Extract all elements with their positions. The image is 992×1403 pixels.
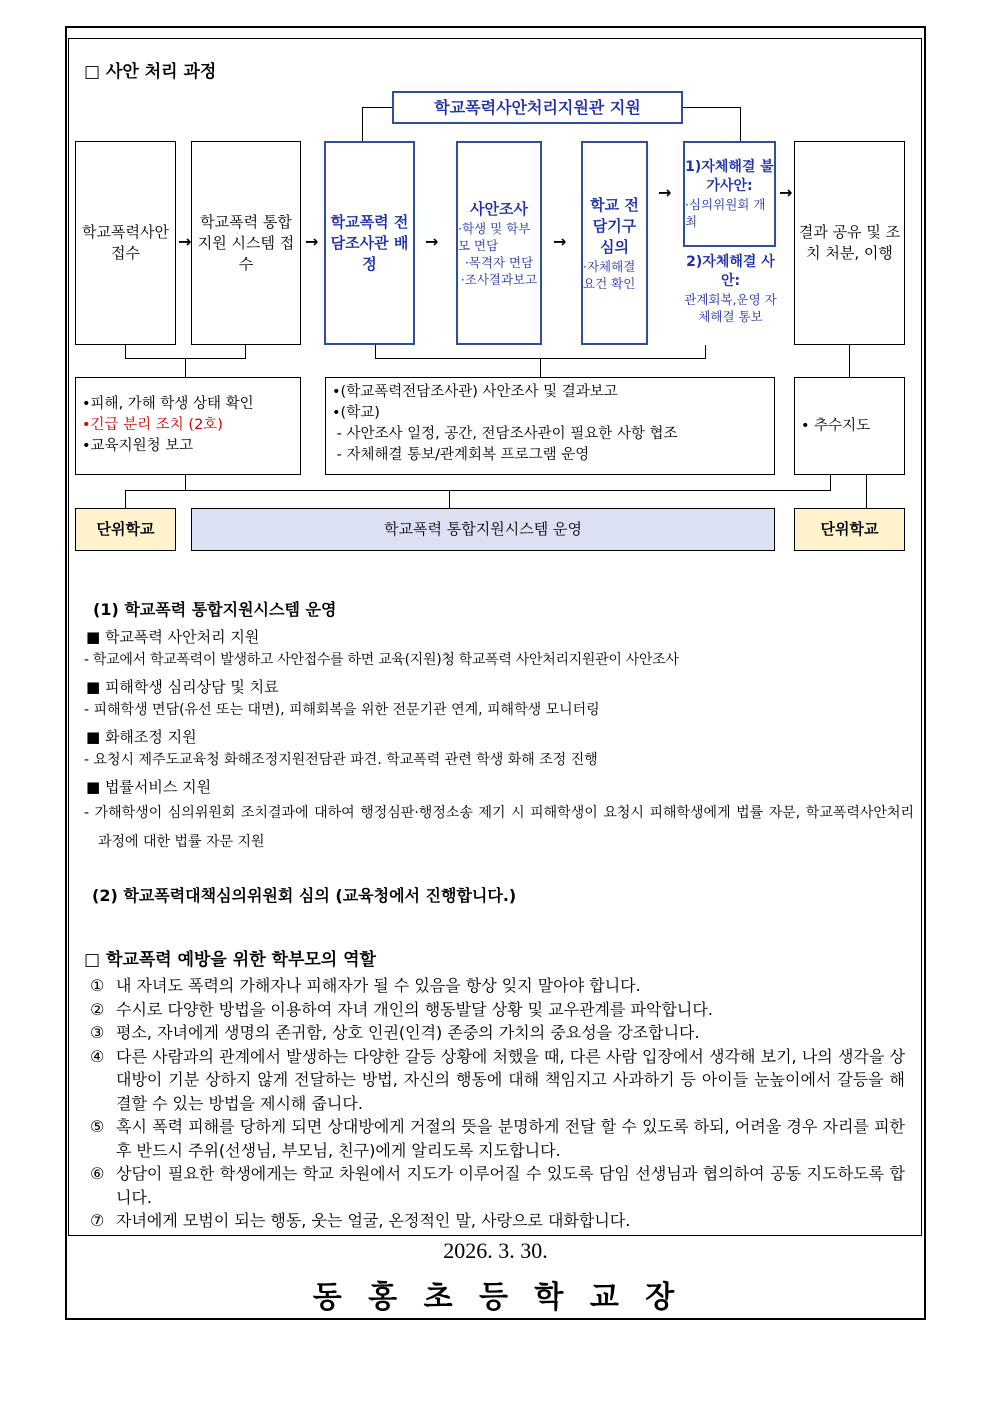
unit-school-right: 단위학교 [794,508,905,551]
list-item-text: 자녀에게 모범이 되는 행동, 웃는 얼굴, 온정적인 말, 사랑으로 대화합니다. [116,1211,631,1230]
connector-line [375,345,376,359]
list-item-number: ⑦ [90,1211,105,1230]
connector-line [830,475,831,491]
document-date: 2026. 3. 30. [443,1238,548,1263]
flow-arrow: → [178,232,192,251]
connector-line [740,107,741,141]
connector-line [185,475,186,490]
section2-title2: (2) 학교폭력대책심의위원회 심의 (교육청에서 진행합니다.) [92,886,517,905]
list-item-text: 다른 사람과의 관계에서 발생하는 다양한 갈등 상황에 처했을 때, 다른 사람 입장에서 생각해 보기, 나의 생각을 상대방이 기분 상하지 않게 전달하는 방법, 자신의 행동에 대해 책임지고 사과하기 등 아이들 눈높이에서 갈등을 해결할 수 있는 방법을 제시해 줍니다. [116,1046,905,1113]
note-middle-box [325,377,775,475]
note-right-box [794,377,905,475]
step-investigator-label: 학교폭력 전담조사관 배정 [330,212,409,273]
section2-list [84,626,914,857]
list-item-number: ① [90,976,105,995]
flow-arrow: → [779,183,793,202]
step-system-label: 학교폭력 통합 지원 시스템 접수 [197,212,295,273]
list-item-text: 평소, 자녀에게 생명의 존귀함, 상호 인권(인격) 존중의 가치의 중요성을 강조합니다. [116,1023,700,1042]
list-item [90,1021,905,1045]
section2-title: (1) 학교폭력 통합지원시스템 운영 [93,600,337,619]
step-committee-sub: ·자체해결 요건 확인 [583,258,636,291]
step-system-box [191,141,301,345]
note-middle-line: •(학교폭력전담조사관) 사안조사 및 결과보고 [332,384,618,400]
connector-line [866,475,867,508]
support-title-box: 학교폭력사안처리지원관 지원 [392,91,683,124]
support-item-head: ■ 법률서비스 지원 [86,778,212,796]
connector-line [185,358,186,377]
list-item [90,1209,905,1233]
list-item-number: ⑥ [90,1164,105,1183]
step-investigator-box [324,141,415,345]
step-investigation-item: ·조사결과보고 [460,271,538,287]
section-heading-process: □ 사안 처리 과정 [84,62,217,82]
step-result-box [794,141,905,345]
step-investigation-box [456,141,542,345]
support-item-desc: - 피해학생 면담(유선 또는 대면), 피해회복을 위한 전문기관 연계, 피해학생 모니터링 [84,702,600,718]
school-principal-signature: 동 홍 초 등 학 교 장 [312,1280,679,1315]
unit-school-left: 단위학교 [75,508,176,551]
step-resolved-block [683,253,778,325]
flow-arrow: → [553,232,567,251]
connector-line [245,345,246,359]
support-item-head: ■ 피해학생 심리상담 및 치료 [86,678,279,696]
connector-line [849,345,850,377]
integrated-system-bar: 학교폭력 통합지원시스템 운영 [191,508,775,551]
step-unresolved-box [683,141,776,247]
list-item-text: 상담이 필요한 학생에게는 학교 차원에서 지도가 이루어질 수 있도록 담임 선생님과 협의하여 공동 지도하도록 합니다. [116,1164,905,1207]
support-item-head: ■ 화해조정 지원 [86,728,197,746]
note-middle-line: - 사안조사 일정, 공간, 전담조사관이 필요한 사항 협조 [332,426,678,442]
flow-arrow: → [425,232,439,251]
list-item-text: 수시로 다양한 방법을 이용하여 자녀 개인의 행동발달 상황 및 교우관계를 파악합니다. [116,999,713,1019]
list-item [90,998,905,1022]
list-item-text: 혹시 폭력 피해를 당하게 되면 상대방에게 거절의 뜻을 분명하게 전달 할 수 있도록 하되, 어려울 경우 자리를 피한 후 반드시 주위(선생님, 부모님, 친구)에게 알리도록 지도합니다. [116,1117,905,1160]
list-item-number: ③ [90,1023,105,1042]
step-unresolved-sub: ·심의위원회 개최 [685,197,766,229]
step-receipt-box [75,141,176,345]
list-item [90,1045,905,1116]
step-committee-box [581,141,648,345]
list-item-number: ⑤ [90,1117,105,1136]
note-left-box [75,377,301,475]
step-receipt-label: 학교폭력사안 접수 [82,223,169,262]
step-investigation-item: ·목격자 면담 [464,254,534,270]
list-item-number: ② [90,999,105,1019]
step-investigation-title: 사안조사 [470,199,528,218]
section-heading-parents: □ 학교폭력 예방을 위한 학부모의 역할 [84,950,376,970]
support-item-head: ■ 학교폭력 사안처리 지원 [86,628,260,646]
connector-line [449,490,450,508]
flow-arrow: → [658,183,672,202]
step-unresolved-title: 1)자체해결 불가사안: [685,159,774,194]
step-result-label: 결과 공유 및 조치 처분, 이행 [798,223,901,262]
note-right-line: • 추수지도 [801,417,871,434]
connector-line [705,345,706,359]
list-item [90,1115,905,1162]
support-item-desc: - 가해학생이 심의위원회 조치결과에 대하여 행정심판·행정소송 제기 시 피해학생이 요청시 피해학생에게 법률 자문, 학교폭력사안처리 과정에 대한 법률 자문 지원 [84,805,914,850]
connector-line [362,107,392,108]
connector-line [362,107,363,141]
connector-line [683,107,741,108]
connector-line [540,358,541,377]
note-left-line: •교육지원청 보고 [82,438,194,454]
connector-line [125,490,831,491]
list-item [90,1162,905,1209]
step-resolved-title: 2)자체해결 사안: [686,254,775,289]
support-item-desc: - 학교에서 학교폭력이 발생하고 사안접수를 하면 교육(지원)청 학교폭력 사안처리지원관이 사안조사 [84,652,679,668]
step-resolved-sub: 관계회복,운영 자체해결 통보 [684,292,777,324]
list-item-number: ④ [90,1046,105,1066]
list-item-text: 내 자녀도 폭력의 가해자나 피해자가 될 수 있음을 항상 잊지 말아야 합니다. [116,976,641,995]
note-left-line: •피해, 가해 학생 상태 확인 [82,396,254,412]
connector-line [125,345,126,359]
note-middle-line: - 자체해결 통보/관계회복 프로그램 운영 [332,447,590,463]
note-left-line-urgent: •긴급 분리 조치 (2호) [82,417,223,433]
list-item [90,974,905,998]
support-item-desc: - 요청시 제주도교육청 화해조정지원전담관 파견. 학교폭력 관련 학생 화해 조정 진행 [84,752,598,768]
note-middle-line: •(학교) [332,405,380,421]
step-investigation-item: ·학생 및 학부모 면담 [458,220,531,253]
parent-role-list [90,974,905,1233]
flow-arrow: → [305,232,319,251]
step-committee-title: 학교 전담기구 심의 [590,195,639,256]
connector-line [125,490,126,508]
